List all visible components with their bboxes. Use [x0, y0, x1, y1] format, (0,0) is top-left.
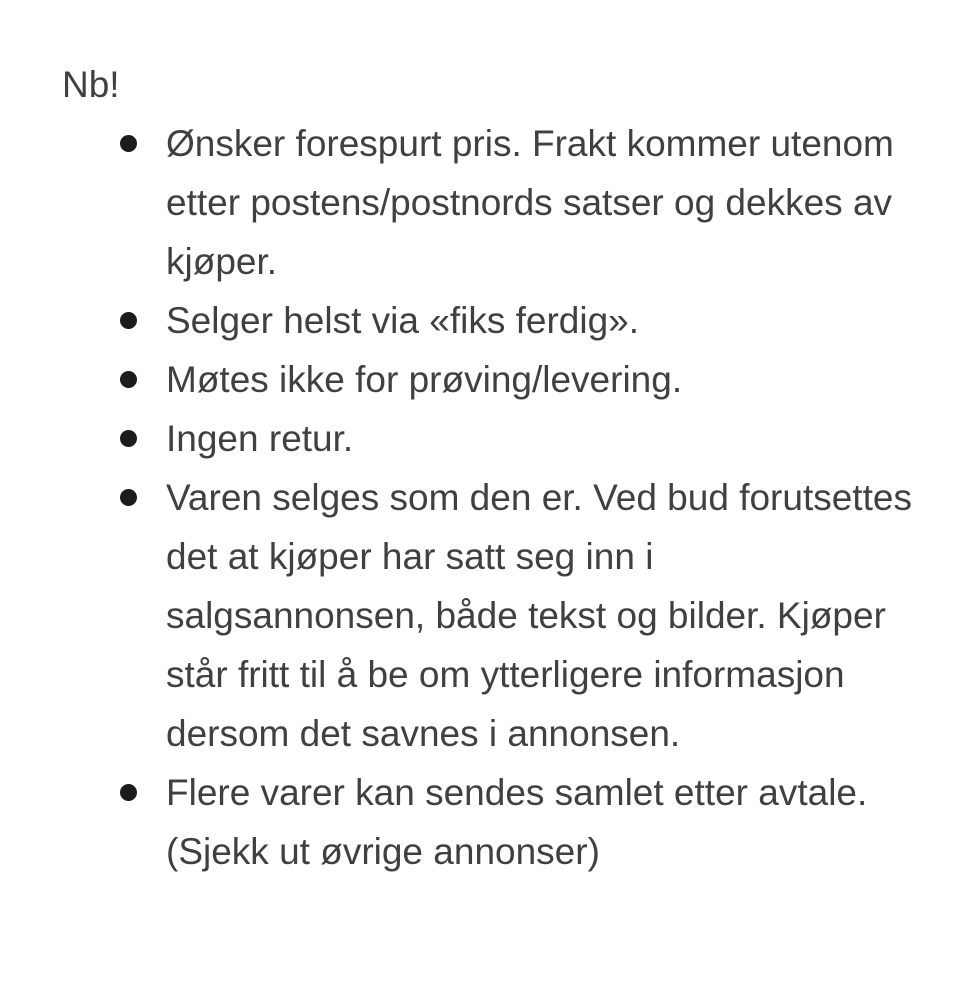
bullet-icon	[120, 430, 137, 447]
note-list-item	[166, 468, 920, 763]
note-list-item-text: Ingen retur.	[166, 418, 354, 459]
note-heading: Nb!	[62, 64, 120, 105]
note-list-item	[166, 409, 920, 468]
note-list-item-text: Flere varer kan sendes samlet etter avtale. (Sjekk ut øvrige annonser)	[166, 772, 868, 872]
note-list-item	[166, 350, 920, 409]
bullet-icon	[120, 371, 137, 388]
note-list-item-text: Varen selges som den er. Ved bud forutsettes det at kjøper har satt seg inn i salgsannonsen, både tekst og bilder. Kjøper står fritt til å be om ytterligere informasjon dersom det savnes i annonsen.	[166, 477, 912, 754]
bullet-icon	[120, 784, 137, 801]
bullet-icon	[120, 135, 137, 152]
note-list-item-text: Ønsker forespurt pris. Frakt kommer utenom etter postens/postnords satser og dekkes av kjøper.	[166, 123, 894, 282]
bullet-icon	[120, 489, 137, 506]
note-list-item-text: Selger helst via «fiks ferdig».	[166, 300, 640, 341]
note-list-item	[166, 114, 920, 291]
note-list	[62, 114, 920, 881]
note-list-item-text: Møtes ikke for prøving/levering.	[166, 359, 683, 400]
note-list-item	[166, 291, 920, 350]
bullet-icon	[120, 312, 137, 329]
note-list-item	[166, 763, 920, 881]
